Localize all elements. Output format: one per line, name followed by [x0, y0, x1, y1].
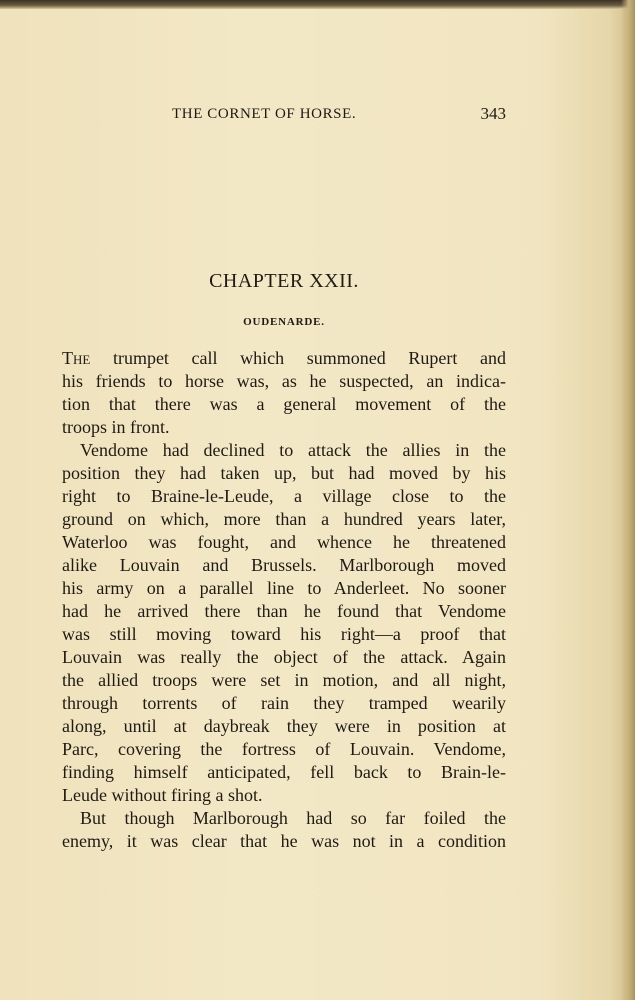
text-line: position they had taken up, but had moved by his	[62, 463, 506, 483]
text-line: Parc, covering the fortress of Louvain. Vendome,	[62, 739, 506, 759]
text-line: enemy, it was clear that he was not in a condition	[62, 831, 506, 851]
first-word: The	[62, 348, 91, 368]
text-line: right to Braine-le-Leude, a village close to the	[62, 486, 506, 506]
text-line: Leude without firing a shot.	[62, 785, 263, 805]
text-line: tion that there was a general movement of the	[62, 394, 506, 414]
text-line: through torrents of rain they tramped wearily	[62, 693, 506, 713]
text-line: Louvain was really the object of the attack. Again	[62, 647, 506, 667]
text-line: ground on which, more than a hundred years later,	[62, 509, 506, 529]
page-right-edge	[621, 0, 635, 1000]
running-title: THE CORNET OF HORSE.	[172, 106, 357, 122]
text-line	[62, 347, 506, 370]
text-line: was still moving toward his right—a proof that	[62, 624, 506, 644]
text-line: Waterloo was fought, and whence he threatened	[62, 532, 506, 552]
text-line: Vendome had declined to attack the allies in the	[80, 440, 506, 460]
text-line: finding himself anticipated, fell back to Brain-le-	[62, 762, 506, 782]
body-text	[62, 347, 506, 853]
text-line: alike Louvain and Brussels. Marlborough moved	[62, 555, 506, 575]
text-line: the allied troops were set in motion, and all night,	[62, 670, 506, 690]
chapter-title: CHAPTER XXII.	[209, 270, 359, 292]
chapter-subtitle: OUDENARDE.	[243, 316, 325, 328]
page-top-edge	[0, 0, 635, 9]
text-line: But though Marlborough had so far foiled the	[80, 808, 506, 828]
text-line: his friends to horse was, as he suspected, an indica-	[62, 371, 506, 391]
page-number: 343	[480, 104, 506, 123]
text-line: troops in front.	[62, 417, 170, 437]
running-head	[62, 106, 506, 126]
text-line-rest: trumpet call which summoned Rupert and	[90, 348, 506, 368]
text-line: along, until at daybreak they were in position at	[62, 716, 506, 736]
text-line: had he arrived there than he found that Vendome	[62, 601, 506, 621]
text-line: his army on a parallel line to Anderleet. No sooner	[62, 578, 506, 598]
